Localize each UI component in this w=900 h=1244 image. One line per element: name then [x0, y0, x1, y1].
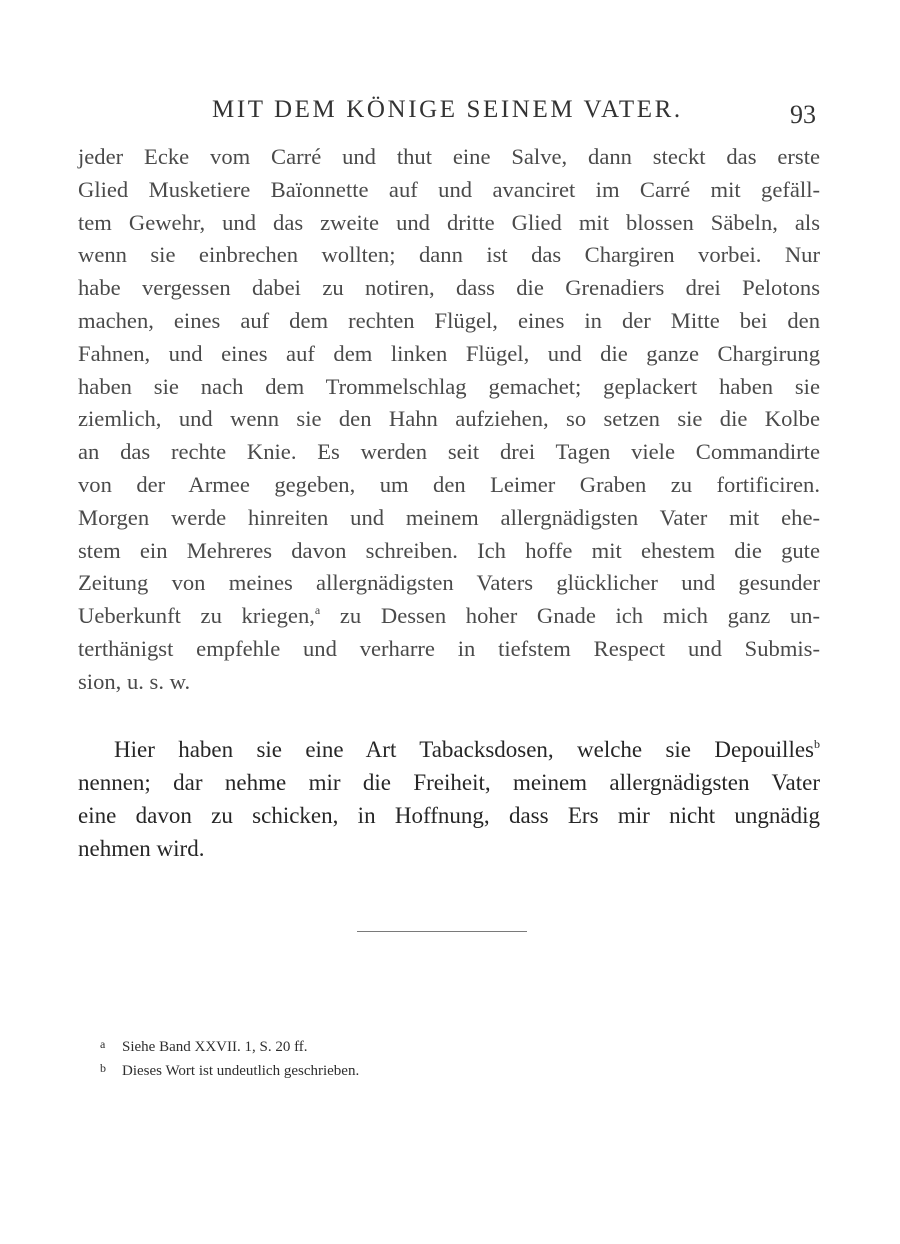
text-line: stem ein Mehreres davon schreiben. Ich hoffe mit ehestem die gute [78, 537, 820, 563]
text-line: nehmen wird. [78, 836, 205, 861]
line-text: Hier haben sie eine Art Tabacksdosen, welche sie Depouilles [114, 737, 814, 762]
text-line: sion, u. s. w. [78, 668, 191, 694]
paragraph-postscript [78, 733, 820, 865]
text-line: haben sie nach dem Trommelschlag gemachet; geplackert haben sie [78, 373, 820, 399]
page-number: 93 [790, 100, 816, 129]
text-line: machen, eines auf dem rechten Flügel, eines in der Mitte bei den [78, 307, 820, 333]
footnote-text: Siehe Band XXVII. 1, S. 20 ff. [122, 1039, 308, 1055]
line-text: Ueberkunft zu kriegen, [78, 603, 315, 629]
text-line-with-footnote-ref [78, 600, 820, 633]
running-head [0, 96, 900, 132]
text-line: terthänigst empfehle und verharre in tiefstem Respect und Submis- [78, 635, 820, 661]
running-title: MIT DEM KÖNIGE SEINEM VATER. [212, 96, 683, 123]
text-line-with-footnote-ref [78, 733, 820, 766]
text-line: tem Gewehr, und das zweite und dritte Glied mit blossen Säbeln, als [78, 209, 820, 235]
footnotes [100, 1032, 700, 1080]
text-line: Zeitung von meines allergnädigsten Vaters glücklicher und gesunder [78, 570, 820, 596]
text-line: Morgen werde hinreiten und meinem allergnädigsten Vater mit ehe- [78, 504, 820, 530]
text-line: jeder Ecke vom Carré und thut eine Salve, dann steckt das erste [78, 144, 820, 169]
text-line: von der Armee gegeben, um den Leimer Graben zu fortificiren. [78, 471, 820, 497]
footnote-separator [357, 931, 527, 932]
text-line: Glied Musketiere Baïonnette auf und avanciret im Carré mit gefäll- [78, 176, 820, 202]
text-line: eine davon zu schicken, in Hoffnung, dass Ers mir nicht ungnädig [78, 803, 820, 828]
text-line: nennen; dar nehme mir die Freiheit, meinem allergnädigsten Vater [78, 770, 820, 795]
footnote-marker: b [100, 1061, 106, 1075]
text-line: an das rechte Knie. Es werden seit drei Tagen viele Commandirte [78, 439, 820, 465]
footnote-a [100, 1032, 700, 1056]
footnote-text: Dieses Wort ist undeutlich geschrieben. [122, 1063, 360, 1079]
footnote-ref-b: b [814, 737, 820, 751]
line-text: zu Dessen hoher Gnade ich mich ganz un- [320, 603, 820, 629]
footnote-b [100, 1056, 700, 1080]
text-line: ziemlich, und wenn sie den Hahn aufziehen, so setzen sie die Kolbe [78, 406, 820, 432]
footnote-ref-a: a [314, 603, 321, 618]
text-line: Fahnen, und eines auf dem linken Flügel, und die ganze Chargirung [78, 340, 820, 366]
paragraph-letter-body [78, 141, 820, 699]
text-line: habe vergessen dabei zu notiren, dass die Grenadiers drei Pelotons [78, 275, 820, 301]
text-line: wenn sie einbrechen wollten; dann ist das Chargiren vorbei. Nur [78, 242, 820, 268]
footnote-marker: a [100, 1037, 106, 1051]
